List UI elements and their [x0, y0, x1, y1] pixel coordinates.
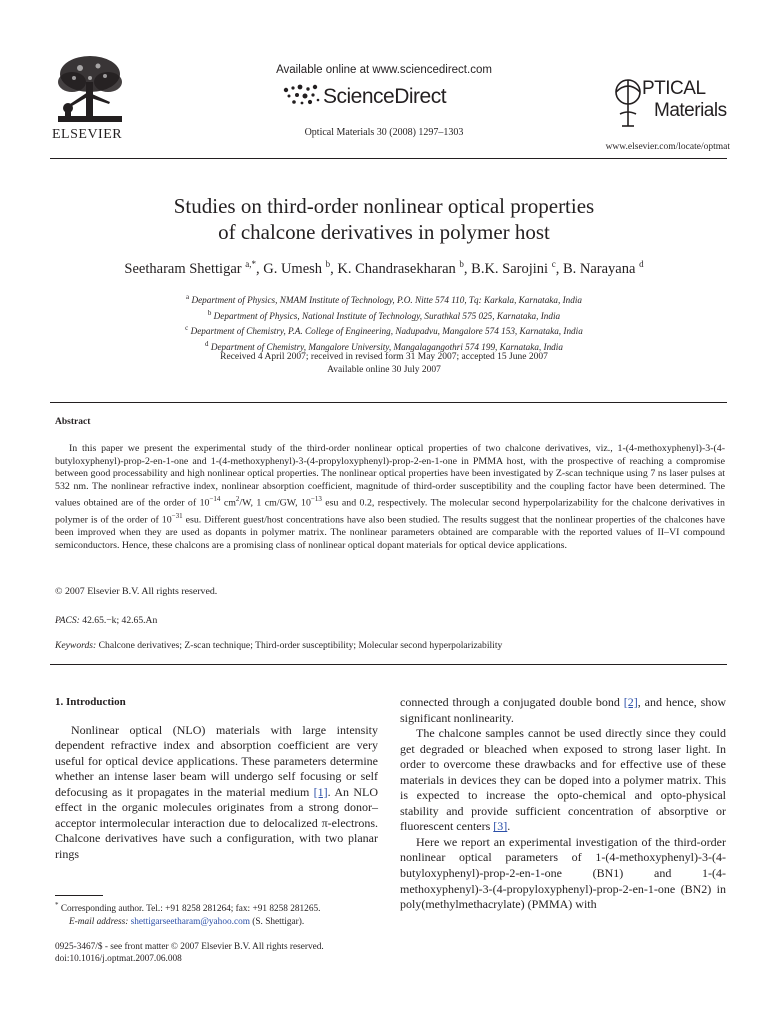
author-name: K. Chandrasekharan: [337, 260, 456, 277]
author-affiliation-mark[interactable]: b: [459, 259, 464, 269]
exponent: 2: [235, 495, 240, 504]
abstract-body: [55, 443, 725, 552]
abstract-bottom-divider: [50, 664, 727, 665]
abstract-text-segment: esu. Different guest/host concentrations have also been studied. The results suggest that the nonlinear properties of the chalcones have been improved when they are used as dopants in polymer matrix. The nonlinear parameters obtained are comparable with the reported values of II–VI compound semiconductors. Hence, these chalcons are a promising class of nonlinear optical dopant materials for optical device applications.: [55, 514, 725, 551]
author-affiliation-mark[interactable]: c: [551, 259, 556, 269]
issn-line: 0925-3467/$ - see front matter © 2007 Elsevier B.V. All rights reserved.: [55, 942, 324, 952]
pacs-value: 42.65.−k; 42.65.An: [79, 615, 158, 626]
author-name: B.K. Sarojini: [471, 260, 549, 277]
right-column: [400, 695, 726, 913]
affiliation-text: Department of Chemistry, Mangalore University, Mangalagangothri 574 199, Karnataka, India: [210, 341, 563, 352]
abstract-text-segment: /W, 1 cm/GW, 10: [239, 497, 311, 509]
affiliation-item: [0, 307, 768, 323]
pacs-line: [55, 615, 157, 626]
affiliation-text: Department of Physics, NMAM Institute of Technology, P.O. Nitte 574 110, Tq: Karkala, Karnataka, India: [191, 295, 582, 306]
exponent: −13: [310, 495, 322, 504]
affiliation-mark: a: [186, 293, 190, 301]
paragraph: [400, 695, 726, 726]
author-name: B. Narayana: [562, 260, 636, 277]
journal-logo-line1: PTICAL: [642, 78, 706, 99]
publication-history: [0, 351, 768, 377]
exponent: −14: [209, 495, 221, 504]
abstract-heading: Abstract: [55, 417, 91, 427]
doi-line[interactable]: doi:10.1016/j.optmat.2007.06.008: [55, 954, 182, 965]
paragraph: [55, 723, 378, 863]
available-online-text: Available online at www.sciencedirect.com: [276, 64, 492, 76]
pacs-label: PACS:: [55, 615, 80, 626]
abstract-top-divider: [50, 402, 727, 403]
affiliations: [0, 291, 768, 353]
footnote-contact: [55, 899, 385, 916]
abstract-text-segment: esu and 0.2, respectively. The molecular second hyperpolarizability for the chalcone derivatives in polymer is of the order of 10: [55, 497, 725, 526]
email-label: E-mail address:: [69, 916, 129, 927]
author-affiliation-mark[interactable]: d: [639, 259, 644, 269]
journal-reference: Optical Materials 30 (2008) 1297–1303: [304, 127, 464, 138]
affiliation-item: [0, 322, 768, 338]
journal-url[interactable]: www.elsevier.com/locate/optmat: [605, 142, 730, 152]
citation-link[interactable]: [1]: [313, 784, 328, 799]
email-link[interactable]: shettigarseetharam@yahoo.com: [130, 916, 250, 927]
abstract-text-segment: In this paper we present the experimental study of the third-order nonlinear optical properties of two chalcone derivatives, viz., 1-(4-methoxyphenyl)-3-(4-butyloxyphenyl)-prop-2-en-1-one and 1-(4-methoxyphenyl)-3-(4-propyloxyphenyl)-prop-2-en-1-one in PMMA host, with the prospective of reaching a compromise between good processability and high nonlinear optical properties. The nonlinear optical properties have been investigated by Z-scan technique using 7 ns laser pulses at 532 nm. The nonlinear refractive index, nonlinear absorption coefficient, magnitude of third-order susceptibility and the coupling factor have been determined. The values obtained are of the order of 10: [55, 443, 725, 509]
affiliation-item: [0, 291, 768, 307]
affiliation-text: Department of Chemistry, P.A. College of Engineering, Nadupadvu, Mangalore 574 153, Karnataka, India: [190, 326, 583, 337]
paper-title: [0, 193, 768, 245]
affiliation-mark: c: [185, 324, 189, 333]
author-list: Seetharam Shettigar $^{a,*}$, G. Umesh $^b$, K. Chandrasekharan $^b$, B.K. Sarojini $^c$, B. Narayana $^d$: [124, 259, 644, 277]
email-suffix: (S. Shettigar).: [249, 916, 305, 927]
available-online-date: Available online 30 July 2007: [327, 365, 441, 375]
paragraph-text: . An NLO effect in the organic molecules originates from a strong donor–acceptor intermolecular interaction due to delocalized π-electrons. Chalcone derivatives have such a configuration, with two planar rings: [55, 784, 378, 861]
keywords-label: Keywords:: [55, 640, 97, 651]
paragraph-text: Nonlinear optical (NLO) materials with large intensity dependent refractive index and absorption coefficient are very useful for optical device applications. These parameters determine whether an intense laser beam will undergo self focusing or self defocusing as it propagates in the material medium: [55, 722, 378, 799]
abstract-text-segment: cm: [220, 497, 236, 509]
footnote-divider: [55, 895, 103, 896]
affiliation-mark: d: [205, 339, 209, 348]
author-name: G. Umesh: [263, 260, 323, 277]
paragraph-text: The chalcone samples cannot be used directly since they could get degraded or bleached when exposed to strong laser light. In order to overcome these drawbacks and for effective use of these materials in devices they can be doped into a polymer matrix. This is expected to increase the opto-chemical and opto-physical stability and provide sufficient concentration of absorptive or fluorescent centers: [400, 726, 726, 834]
corresponding-author-footnote: [55, 899, 385, 928]
paragraph-text: , and hence, show significant nonlinearity.: [400, 695, 727, 725]
footnote-email-line: [55, 916, 385, 928]
publisher-name: ELSEVIER: [52, 127, 123, 142]
paragraph-text: connected through a conjugated double bond: [400, 695, 624, 709]
keywords-line: [55, 640, 502, 651]
section-heading: 1. Introduction: [55, 696, 126, 708]
header-divider: [50, 158, 727, 159]
paragraph: Here we report an experimental investigation of the third-order nonlinear optical parameters of 1-(4-methoxyphenyl)-3-(4-butyloxyphenyl)-prop-2-en-1-one (BN1) and 1-(4-methoxyphenyl)-3-(4-propyloxyphenyl)-prop-2-en-1-one (BN2) in poly(methylmethacrylate) (PMMA) with: [400, 834, 726, 912]
journal-logo-line2: Materials: [654, 100, 727, 121]
title-line-1: Studies on third-order nonlinear optical properties: [173, 194, 595, 218]
citation-link[interactable]: [3]: [493, 819, 508, 834]
affiliation-text: Department of Physics, National Institute of Technology, Surathkal 575 025, Karnataka, India: [213, 310, 561, 321]
abstract-copyright: © 2007 Elsevier B.V. All rights reserved.: [55, 586, 218, 597]
left-column: [55, 695, 378, 862]
title-line-2: of chalcone derivatives in polymer host: [218, 220, 550, 244]
footnote-marker: *: [55, 901, 59, 909]
paragraph: [400, 726, 726, 835]
sciencedirect-wordmark: ScienceDirect: [323, 85, 447, 108]
author-affiliation-mark[interactable]: a,*: [245, 259, 256, 269]
author-name: Seetharam Shettigar: [124, 260, 242, 277]
footnote-text: Corresponding author. Tel.: +91 8258 281264; fax: +91 8258 281265.: [58, 904, 321, 915]
sciencedirect-dots-logo: [280, 84, 322, 108]
affiliation-mark: b: [207, 308, 212, 317]
keywords-value: Chalcone derivatives; Z-scan technique; Third-order susceptibility; Molecular second hyperpolarizability: [96, 640, 503, 651]
author-affiliation-mark[interactable]: b: [325, 259, 331, 269]
paragraph-text: .: [507, 819, 511, 834]
exponent: −31: [171, 512, 183, 521]
received-dates: Received 4 April 2007; received in revised form 31 May 2007; accepted 15 June 2007: [220, 352, 548, 362]
citation-link[interactable]: [2]: [623, 695, 638, 709]
issn-doi-block: [55, 941, 324, 966]
